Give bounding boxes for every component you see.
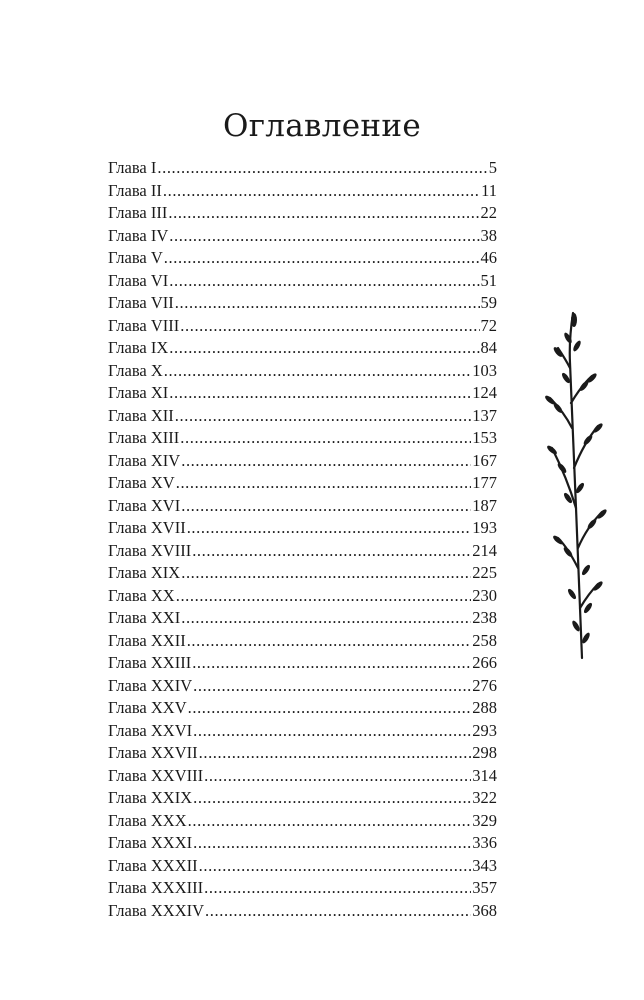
dot-leader bbox=[193, 787, 471, 810]
table-of-contents bbox=[108, 157, 497, 922]
toc-entry-label: Глава IV bbox=[108, 225, 169, 245]
toc-entry[interactable] bbox=[108, 697, 497, 720]
dot-leader bbox=[193, 675, 471, 698]
toc-entry-page: 137 bbox=[472, 405, 497, 425]
toc-entry[interactable] bbox=[108, 720, 497, 743]
toc-entry-page: 343 bbox=[472, 855, 497, 875]
toc-entry-label: Глава XXIII bbox=[108, 653, 192, 672]
toc-entry-page: 238 bbox=[472, 608, 497, 627]
dot-leader bbox=[175, 292, 480, 315]
toc-entry-label: Глава XXIV bbox=[108, 675, 193, 695]
toc-entry-label: Глава XXV bbox=[108, 698, 187, 717]
toc-entry[interactable] bbox=[108, 540, 497, 563]
dot-leader bbox=[164, 360, 471, 383]
toc-entry-label: Глава XXII bbox=[108, 630, 186, 650]
toc-entry[interactable] bbox=[108, 315, 497, 338]
toc-entry-label: Глава XVII bbox=[108, 518, 186, 537]
toc-entry-label: Глава X bbox=[108, 360, 163, 380]
toc-entry[interactable] bbox=[108, 742, 497, 765]
toc-entry-page: 22 bbox=[480, 203, 497, 222]
toc-entry-label: Глава XXXIV bbox=[108, 900, 205, 920]
dot-leader bbox=[204, 765, 471, 788]
dot-leader bbox=[181, 562, 471, 585]
toc-entry-page: 84 bbox=[480, 338, 497, 357]
toc-entry[interactable] bbox=[108, 900, 497, 923]
toc-entry[interactable] bbox=[108, 877, 497, 900]
toc-entry-label: Глава XIV bbox=[108, 450, 181, 470]
toc-entry-page: 288 bbox=[472, 698, 497, 717]
toc-entry-label: Глава VIII bbox=[108, 315, 180, 335]
toc-entry[interactable] bbox=[108, 405, 497, 428]
toc-entry[interactable] bbox=[108, 180, 497, 203]
toc-entry-label: Глава II bbox=[108, 180, 162, 200]
toc-entry[interactable] bbox=[108, 562, 497, 585]
dot-leader bbox=[192, 652, 471, 675]
toc-entry[interactable] bbox=[108, 810, 497, 833]
toc-entry-label: Глава XXI bbox=[108, 608, 181, 627]
toc-entry[interactable] bbox=[108, 630, 497, 653]
dot-leader bbox=[181, 495, 471, 518]
toc-entry-label: Глава VI bbox=[108, 270, 169, 290]
dot-leader bbox=[169, 270, 479, 293]
dot-leader bbox=[169, 225, 479, 248]
dot-leader bbox=[193, 832, 471, 855]
toc-entry-label: Глава XXVI bbox=[108, 720, 193, 740]
dot-leader bbox=[163, 180, 480, 203]
dot-leader bbox=[169, 337, 479, 360]
toc-entry-page: 51 bbox=[480, 270, 497, 290]
toc-entry[interactable] bbox=[108, 585, 497, 608]
toc-entry-label: Глава VII bbox=[108, 293, 174, 312]
toc-entry-page: 193 bbox=[472, 518, 497, 537]
toc-entry-label: Глава XXIX bbox=[108, 788, 193, 807]
dot-leader bbox=[168, 202, 479, 225]
toc-entry[interactable] bbox=[108, 472, 497, 495]
toc-entry[interactable] bbox=[108, 495, 497, 518]
dot-leader bbox=[204, 877, 471, 900]
toc-entry-label: Глава XXVII bbox=[108, 743, 198, 762]
dot-leader bbox=[187, 517, 472, 540]
toc-entry-label: Глава XIX bbox=[108, 563, 181, 582]
toc-entry[interactable] bbox=[108, 765, 497, 788]
toc-entry-label: Глава XXX bbox=[108, 810, 187, 830]
toc-entry-label: Глава XII bbox=[108, 405, 174, 425]
toc-entry-page: 276 bbox=[472, 675, 497, 695]
toc-entry[interactable] bbox=[108, 382, 497, 405]
plant-sprig-icon bbox=[540, 308, 620, 663]
toc-entry-page: 314 bbox=[472, 765, 497, 785]
toc-entry-page: 153 bbox=[472, 428, 497, 447]
dot-leader bbox=[188, 810, 472, 833]
toc-entry-label: Глава III bbox=[108, 203, 168, 222]
dot-leader bbox=[180, 315, 479, 338]
toc-entry-page: 368 bbox=[472, 900, 497, 920]
toc-entry-page: 59 bbox=[480, 293, 497, 312]
toc-entry-page: 336 bbox=[472, 833, 497, 852]
toc-entry-page: 103 bbox=[472, 360, 497, 380]
toc-entry[interactable] bbox=[108, 517, 497, 540]
toc-entry-page: 5 bbox=[488, 158, 497, 177]
toc-entry-label: Глава XV bbox=[108, 473, 175, 492]
page-title: Оглавление bbox=[223, 108, 421, 144]
toc-entry-page: 322 bbox=[472, 788, 497, 807]
toc-entry-label: Глава XXXII bbox=[108, 855, 198, 875]
toc-entry-label: Глава XXVIII bbox=[108, 765, 204, 785]
toc-entry-label: Глава XVIII bbox=[108, 540, 192, 560]
toc-entry[interactable] bbox=[108, 652, 497, 675]
toc-entry[interactable] bbox=[108, 360, 497, 383]
toc-entry-page: 177 bbox=[472, 473, 497, 492]
dot-leader bbox=[181, 607, 471, 630]
toc-entry-page: 38 bbox=[480, 225, 497, 245]
toc-entry-label: Глава XX bbox=[108, 585, 175, 605]
toc-entry-label: Глава IX bbox=[108, 338, 169, 357]
dot-leader bbox=[187, 630, 472, 653]
toc-entry-page: 72 bbox=[480, 315, 497, 335]
toc-entry-label: Глава XI bbox=[108, 383, 169, 402]
dot-leader bbox=[193, 720, 471, 743]
dot-leader bbox=[157, 157, 487, 180]
toc-entry-page: 214 bbox=[472, 540, 497, 560]
dot-leader bbox=[199, 742, 472, 765]
toc-entry[interactable] bbox=[108, 225, 497, 248]
toc-entry-page: 230 bbox=[472, 585, 497, 605]
dot-leader bbox=[192, 540, 471, 563]
toc-entry-label: Глава XIII bbox=[108, 428, 180, 447]
toc-entry[interactable] bbox=[108, 855, 497, 878]
toc-entry-page: 357 bbox=[472, 878, 497, 897]
toc-entry-page: 329 bbox=[472, 810, 497, 830]
dot-leader bbox=[176, 585, 472, 608]
toc-entry-page: 11 bbox=[481, 180, 497, 200]
toc-entry[interactable] bbox=[108, 157, 497, 180]
toc-entry-page: 266 bbox=[472, 653, 497, 672]
toc-entry-page: 167 bbox=[472, 450, 497, 470]
toc-entry[interactable] bbox=[108, 202, 497, 225]
dot-leader bbox=[181, 450, 471, 473]
dot-leader bbox=[180, 427, 471, 450]
toc-entry-page: 258 bbox=[472, 630, 497, 650]
toc-entry-label: Глава V bbox=[108, 248, 163, 267]
dot-leader bbox=[205, 900, 471, 923]
toc-entry-page: 298 bbox=[472, 743, 497, 762]
toc-entry-label: Глава XXXIII bbox=[108, 878, 204, 897]
toc-entry-page: 187 bbox=[472, 495, 497, 515]
toc-entry-page: 46 bbox=[480, 248, 497, 267]
toc-entry-label: Глава I bbox=[108, 158, 157, 177]
toc-entry[interactable] bbox=[108, 450, 497, 473]
dot-leader bbox=[169, 382, 471, 405]
toc-entry[interactable] bbox=[108, 832, 497, 855]
toc-entry[interactable] bbox=[108, 247, 497, 270]
toc-entry-label: Глава XVI bbox=[108, 495, 181, 515]
toc-entry-label: Глава XXXI bbox=[108, 833, 193, 852]
toc-entry[interactable] bbox=[108, 675, 497, 698]
toc-entry[interactable] bbox=[108, 292, 497, 315]
toc-entry[interactable] bbox=[108, 787, 497, 810]
toc-entry[interactable] bbox=[108, 607, 497, 630]
dot-leader bbox=[188, 697, 472, 720]
dot-leader bbox=[199, 855, 472, 878]
dot-leader bbox=[175, 405, 471, 428]
dot-leader bbox=[164, 247, 480, 270]
dot-leader bbox=[176, 472, 472, 495]
toc-entry-page: 124 bbox=[472, 383, 497, 402]
toc-entry[interactable] bbox=[108, 337, 497, 360]
toc-entry-page: 293 bbox=[472, 720, 497, 740]
toc-entry[interactable] bbox=[108, 270, 497, 293]
toc-entry-page: 225 bbox=[472, 563, 497, 582]
toc-entry[interactable] bbox=[108, 427, 497, 450]
